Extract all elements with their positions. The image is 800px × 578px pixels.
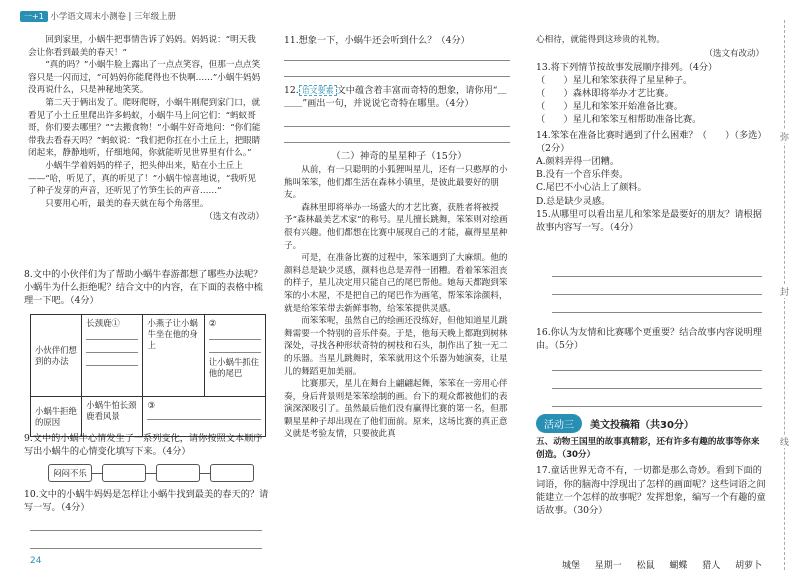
question-12: 12. 语文要素 文中蕴含着丰富而奇特的想象，请你用“＿＿＿”画出一句，并说说它奇特在哪里。（4分） [284, 85, 507, 110]
passage-source: （选文有改动） [704, 48, 764, 59]
part5-text: 五、动物王国里的故事真精彩，还有许多有趣的故事等你来创造。（30分） [536, 437, 760, 461]
passage-end: 心相待，就能得到这珍贵的礼物。 [536, 35, 665, 45]
page-header: 一+1 小学语文周末小测卷 | 三年级上册 [20, 10, 176, 22]
story-paragraph: 只要用心听，最美的春天就在每个角落里。 [45, 198, 209, 209]
story-source: （选文有改动） [204, 212, 264, 223]
passage-paragraph: 可是，在准备比赛的过程中，笨笨遇到了大麻烦。他的颜料总是缺少灵感，颜料也总是弄得一团糟。看着笨笨沮丧的样子，星儿决定用只能自己的尾巴帮他。她每天都跑到笨笨的小木屋，不是把自己的尾巴作为画笔，帮笨笨涂颜料，就是给笨笨带去新鲜事物，给笨笨提供灵感。 [284, 253, 508, 314]
q13-item[interactable]: （ ）星儿和笨笨互相帮助准备比赛。 [536, 114, 702, 126]
answer-cell-1[interactable]: 长颈鹿① [82, 315, 143, 397]
right-column-top [536, 34, 764, 234]
passage-paragraph: 从前，有一只聪明的小狐狸叫星儿，还有一只憨厚的小熊叫笨笨，他们都生活在森林小镇里，是彼此最要好的朋友。 [284, 165, 508, 201]
story-paragraph: “真的吗？”小蜗牛脸上露出了一点点笑容，但那一点点笑容只是一闪而过，“可妈妈你能爬得也不快啊……”小蜗牛妈妈没再说什么，只是神秘地笑笑。 [28, 60, 261, 96]
q13-item[interactable]: （ ）森林即将举办才艺比赛。 [536, 88, 674, 99]
activity-label: 活动三 [536, 414, 582, 433]
row2-label: 小蜗牛拒绝的原因 [31, 397, 82, 437]
q14-text: 14.笨笨在准备比赛时遇到了什么困难？（ ）（多选）（2分） [536, 129, 762, 154]
answer-line[interactable] [30, 548, 262, 549]
q13-text: 13.将下列情节按故事发展顺序排列。（4分） [536, 61, 718, 73]
word: 蝴蝶 [669, 561, 688, 571]
word: 猎人 [702, 561, 721, 571]
story-paragraph: 小蜗牛学着妈妈的样子，把头伸出来，贴在小土丘上——“哈，听见了，真的听见了！”小蜗牛惊喜地说，“我听见了种子发芽的声音，还听见了竹笋生长的声音……” [28, 160, 257, 197]
question-10 [24, 488, 270, 514]
answer-line[interactable] [552, 388, 762, 389]
answer-line[interactable] [30, 530, 262, 531]
mood-box-4[interactable] [210, 464, 254, 482]
volume-label: 三年级上册 [134, 11, 176, 21]
book-title: 小学语文周末小测卷 [50, 11, 126, 21]
mood-box-3[interactable] [156, 464, 200, 482]
question-9 [24, 432, 270, 458]
passage-paragraph: 比赛那天，星儿在舞台上翩翩起舞，笨笨在一旁用心伴奏，身后背景则是笨笨绘制的画。台下的观众都被他们的表演深深吸引了。虽然最后他们没有赢得比赛的第一名，但那颗星星种子却出现在了他们面前。原来，这场比赛的真正意义就是考验友情，只要彼此真 [284, 379, 508, 440]
q14-option: A.颜料弄得一团糟。 [536, 156, 620, 168]
answer-line[interactable] [552, 406, 762, 407]
cell-swallow: 小燕子让小蜗牛坐在他的身上 [143, 315, 204, 397]
answer-line[interactable] [284, 142, 510, 143]
mood-box-1: 闷闷不乐 [48, 464, 92, 482]
q9-text: 9.文中的小蜗牛心情发生了一系列变化，请你按照文本顺序写出小蜗牛的心情变化填写下来。（4分） [24, 433, 263, 458]
passage-title: （二）神奇的星星种子（15分） [331, 151, 467, 162]
question-8 [24, 268, 270, 308]
q13-item[interactable]: （ ）星儿和笨笨获得了星星种子。 [536, 74, 693, 86]
answer-cell-2[interactable]: ② 让小蜗牛抓住他的尾巴 [204, 315, 265, 397]
cell-reason-1: 小蜗牛怕长颈鹿看风景 [82, 397, 143, 437]
activity-header [536, 414, 764, 433]
activity-title: 美文投稿箱（共30分） [590, 420, 694, 431]
mood-chain [48, 464, 262, 482]
q14-option: D.总是缺少灵感。 [536, 195, 611, 207]
answer-line[interactable] [284, 126, 510, 127]
question-16 [536, 326, 764, 352]
brand-logo: 一+1 [20, 11, 48, 22]
q8-text: 8.文中的小伙伴们为了帮助小蜗牛春游都想了哪些办法呢？小蜗牛为什么拒绝呢？结合文中的内容，在下面的表格中梳理一下吧。（4分） [24, 269, 263, 307]
margin-mark: 弥 [780, 130, 789, 143]
q14-option: B.没有一个音乐伴奏。 [536, 169, 629, 181]
word: 松鼠 [636, 561, 655, 571]
q12-tag: 语文要素 [299, 85, 337, 96]
q10-text: 10.文中的小蜗牛妈妈是怎样让小蜗牛找到最美的春天的？请写一写。（4分） [24, 489, 269, 514]
margin-mark: 线 [780, 435, 789, 448]
answer-cell-3[interactable]: ③ [143, 397, 266, 437]
part-5 [536, 436, 766, 517]
word: 星期一 [594, 561, 622, 571]
row1-label: 小伙伴们想到的办法 [31, 315, 82, 397]
story-paragraph: 回到家里，小蜗牛把事情告诉了妈妈。妈妈说：“明天我会让你看到最美的春天！” [28, 35, 256, 58]
q8-table [30, 314, 266, 437]
q16-text: 16.你认为友情和比赛哪个更重要？结合故事内容说明理由。（5分） [536, 327, 762, 352]
passage-paragraph: 森林里即将举办一场盛大的才艺比赛，获胜者将被授予“森林最美艺术家”的称号。星儿擅长跳舞，笨笨则对绘画很有兴趣。他们都想在比赛中展现自己的才能，赢得星星种子。 [284, 202, 508, 251]
word: 城堡 [562, 561, 581, 571]
word: 胡萝卜 [734, 561, 762, 571]
answer-line[interactable] [284, 60, 510, 61]
q15-text: 15.从哪里可以看出星儿和笨笨是最要好的朋友？请根据故事内容写一写。（4分） [536, 208, 762, 234]
left-column [28, 34, 264, 222]
margin-mark: 封 [780, 285, 789, 298]
answer-line[interactable] [552, 294, 762, 295]
question-11 [284, 34, 514, 47]
passage-paragraph: 而笨笨呢，虽然自己的绘画还没练好，但他知道星儿跳舞需要一个特别的音乐伴奏。于是，他每天晚上都跑到树林深处，寻找各种形状奇特的树枝和石头，制作出了独一无二的乐器。当星儿跳舞时，笨笨就用这个乐器为她演奏，让星儿的舞蹈更加美丽。 [284, 316, 508, 377]
q12-text: 文中蕴含着丰富而奇特的想象，请你用“＿＿＿”画出一句，并说说它奇特在哪里。（4分） [284, 85, 507, 110]
page-number: 24 [30, 556, 42, 566]
answer-line[interactable] [552, 312, 762, 313]
q13-item[interactable]: （ ）星儿和笨笨开始准备比赛。 [536, 101, 683, 113]
story-paragraph: 第二天于俩出发了。爬呀爬呀，小蜗牛刚爬到家门口，就看见了小土丘里爬出许多蚂蚁，小蜗牛马上问它们：“蚂蚁哥哥，你们要去哪里？”“去搬食物！”小蜗牛好奇地问：“你们能带我去看春天吗？”蚂蚁说：“我们把你扛在小土丘上，把眼睛闭起来，静静地听，仔细地闻，你就能听见世界里有什么。” [28, 97, 261, 159]
answer-line[interactable] [552, 276, 762, 277]
answer-line[interactable] [284, 76, 510, 77]
passage [284, 164, 514, 441]
mood-box-2[interactable] [102, 464, 146, 482]
word-list [562, 558, 762, 571]
answer-line[interactable] [552, 370, 762, 371]
q17-text: 17.童话世界无奇不有，一切都是那么奇妙。看到下面的词语，你的脑海中浮现出了怎样的画面呢？这些词语之间能建立一个怎样的故事呢？发挥想象，编写一个有趣的童话故事。（30分） [536, 465, 766, 517]
q11-text: 11.想象一下，小蜗牛还会听到什么？（4分） [284, 35, 470, 46]
q14-option: C.尾巴不小心沾上了颜料。 [536, 182, 647, 194]
